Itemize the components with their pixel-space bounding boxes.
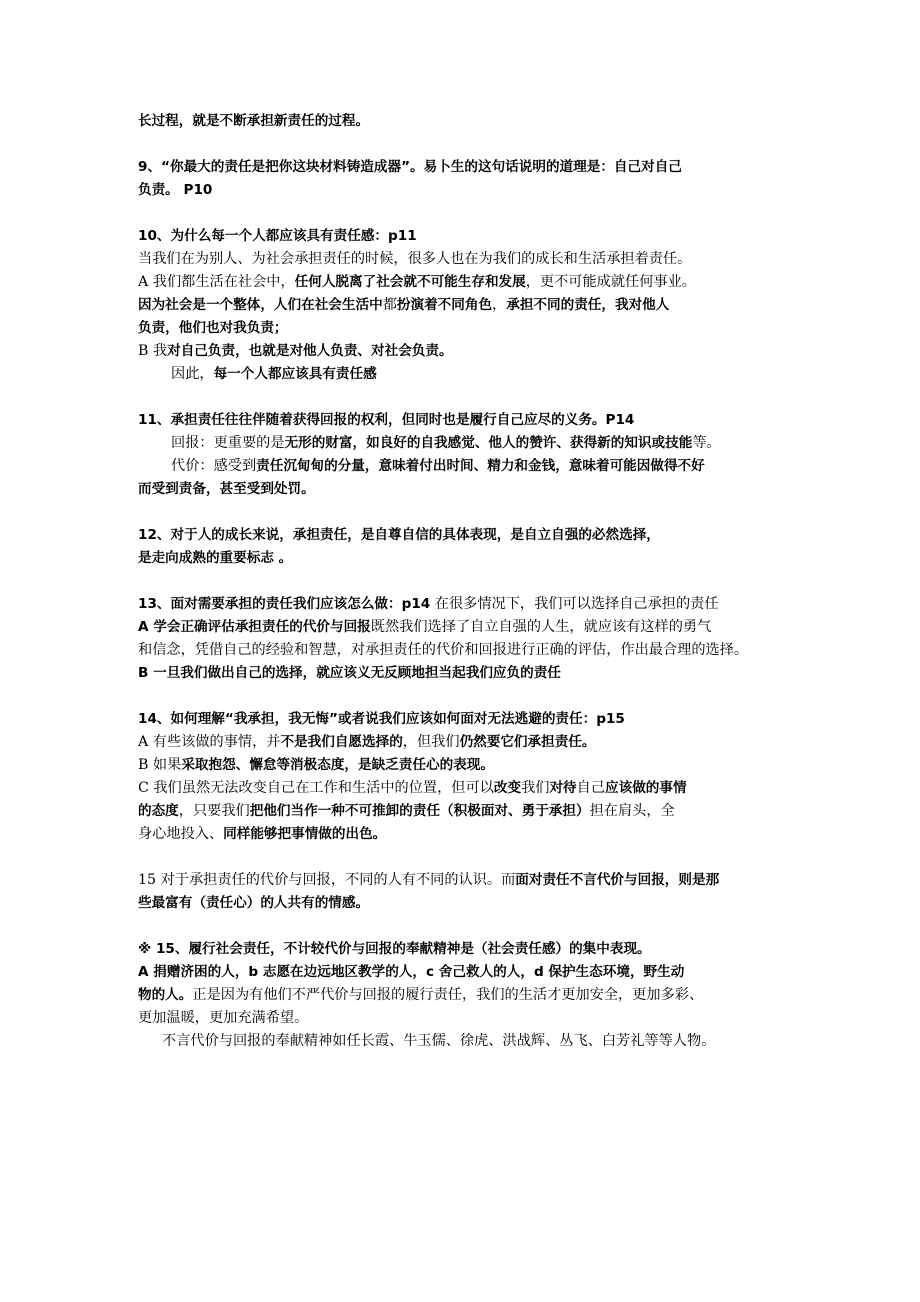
text-line: B 一旦我们做出自己的选择，就应该义无反顾地担当起我们应负的责任 — [138, 665, 561, 681]
text-line: 当我们在为别人、为社会承担责任的时候，很多人也在为我们的成长和生活承担着责任。 — [138, 251, 692, 267]
item-10-heading: 10、为什么每一个人都应该具有责任感：p11 — [138, 228, 417, 244]
text-line: A 有些该做的事情，并不是我们自愿选择的，但我们仍然要它们承担责任。 — [138, 734, 596, 750]
text-line: 因此，每一个人都应该具有责任感 — [171, 366, 377, 382]
text-line: A 捐赠济困的人，b 志愿在边远地区教学的人，c 舍己救人的人，d 保护生态环境，野生动 — [138, 964, 685, 980]
text-line: A 学会正确评估承担责任的代价与回报既然我们选择了自立自强的人生，就应该有这样的勇气 — [138, 619, 712, 635]
item-9-line-2: 负责。 P10 — [138, 182, 213, 198]
item-12-line-2: 是走向成熟的重要标志 。 — [138, 550, 293, 566]
text-line: C 我们虽然无法改变自己在工作和生活中的位置，但可以改变我们对待自己应该做的事情 — [138, 780, 687, 796]
text-line: 和信念，凭借自己的经验和智慧，对承担责任的代价和回报进行正确的评估，作出最合理的选择。 — [138, 642, 749, 658]
text-line: 长过程，就是不断承担新责任的过程。 — [138, 113, 370, 129]
item-13-heading: 13、面对需要承担的责任我们应该怎么做：p14 在很多情况下，我们可以选择自己承担的责任 — [138, 596, 719, 612]
text-line: 而受到责备，甚至受到处罚。 — [138, 481, 315, 497]
text-line: B 如果采取抱怨、懈怠等消极态度，是缺乏责任心的表现。 — [138, 757, 494, 773]
text-line: B 我对自己负责，也就是对他人负责、对社会负责。 — [138, 343, 453, 359]
item-15-line-2: 些最富有（责任心）的人共有的情感。 — [138, 895, 370, 911]
text-line: A 我们都生活在社会中，任何人脱离了社会就不可能生存和发展，更不可能成就任何事业。 — [138, 274, 696, 290]
item-14-heading: 14、如何理解“我承担，我无悔”或者说我们应该如何面对无法逃避的责任：p15 — [138, 711, 625, 727]
text-line: 物的人。正是因为有他们不严代价与回报的履行责任，我们的生活才更加安全，更加多彩、 — [138, 987, 704, 1003]
text-line: 不言代价与回报的奉献精神如任长霞、牛玉儒、徐虎、洪战辉、丛飞、白芳礼等等人物。 — [162, 1033, 716, 1049]
item-12-line-1: 12、对于人的成长来说，承担责任，是自尊自信的具体表现，是自立自强的必然选择， — [138, 527, 660, 543]
text-line: 负责，他们也对我负责； — [138, 320, 288, 336]
text-line: 代价：感受到责任沉甸甸的分量，意味着付出时间、精力和金钱，意味着可能因做得不好 — [171, 458, 705, 474]
document-body — [138, 110, 798, 1053]
text-line: 身心地投入、同样能够把事情做的出色。 — [138, 826, 387, 842]
item-15-line-1: 15 对于承担责任的代价与回报，不同的人有不同的认识。而面对责任不言代价与回报，则是那 — [138, 872, 720, 888]
text-line: 的态度，只要我们把他们当作一种不可推卸的责任（积极面对、勇于承担）担在肩头，全 — [138, 803, 675, 819]
item-9-line-1: 9、“你最大的责任是把你这块材料铸造成器”。易卜生的这句话说明的道理是：自己对自己 — [138, 159, 682, 175]
item-15b-heading: ※ 15、履行社会责任，不计较代价与回报的奉献精神是（社会责任感）的集中表现。 — [138, 941, 651, 957]
text-line: 回报：更重要的是无形的财富，如良好的自我感觉、他人的赞许、获得新的知识或技能等。 — [171, 435, 721, 451]
item-11-heading: 11、承担责任往往伴随着获得回报的权利，但同时也是履行自己应尽的义务。P14 — [138, 412, 635, 428]
text-line: 更加温暖，更加充满希望。 — [138, 1010, 309, 1026]
text-line: 因为社会是一个整体，人们在社会生活中都扮演着不同角色，承担不同的责任，我对他人 — [138, 297, 670, 313]
